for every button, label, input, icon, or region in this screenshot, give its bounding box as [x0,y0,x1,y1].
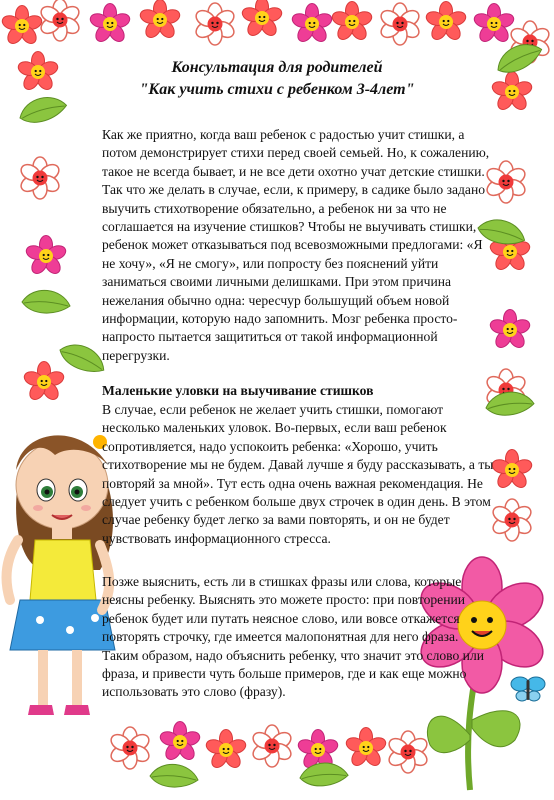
section-paragraph-2: Позже выяснить, есть ли в стишках фразы или слова, которые неясны ребенку. Выяснять это можете просто: при повторении ребенок будет или путать неясное слово, или вовсе откажется повторять строчку, где имеется малопонятная для него фраза. Таким образом, надо объяснить ребенку, что значит это слово или фраза, и привести чуть больше примеров, где и как еще можно использовать это слово (фразу). [102,574,485,700]
intro-paragraph: Как же приятно, когда ваш ребенок с радостью учит стишки, а потом демонстрирует стихи перед своей семьей. Но, к сожалению, такое не всегда бывает, и не все дети охотно учат детские стишки. Так что же делать в случае, если, к примеру, в садике было задано выучить стихотворение обязательно, а ребенок ни за что не соглашается на изучение стишков? Чтобы не выучивать стишки, ребенок может отказываться под всевозможными предлогами: «Я не хочу», «Я не смогу», или попросту без пояснений уйти заниматься своими личными делишками. При этом причина нежелания обычно одна: чересчур большущий объем новой информации, которую надо запомнить. Мозг ребенка просто-напросто пытается защититься от такой информационной перегрузки. [102,127,490,363]
girl-illustration [6,435,115,715]
title-line-2: "Как учить стихи с ребенком 3-4лет" [139,81,415,98]
title-line-1: Консультация для родителей [171,59,383,76]
section-heading: Маленькие уловки на выучивание стишков [102,383,374,398]
section-paragraph-1: В случае, если ребенок не желает учить стишки, помогают несколько маленьких уловок. Во-первых, если ваш ребенок сопротивляется, надо успокоить ребенка: «Хорошо, учить стихотворение мы не будем. Давай лучше я буду рассказывать, а ты повторяй за мной». Тут есть одна очень важная рекомендация. Не следует учить с ребенком больше двух строчек в один день. В этом случае ребенку будет легко за вами повторять, и он не будет чувствовать информационного стресса. [102,402,494,546]
